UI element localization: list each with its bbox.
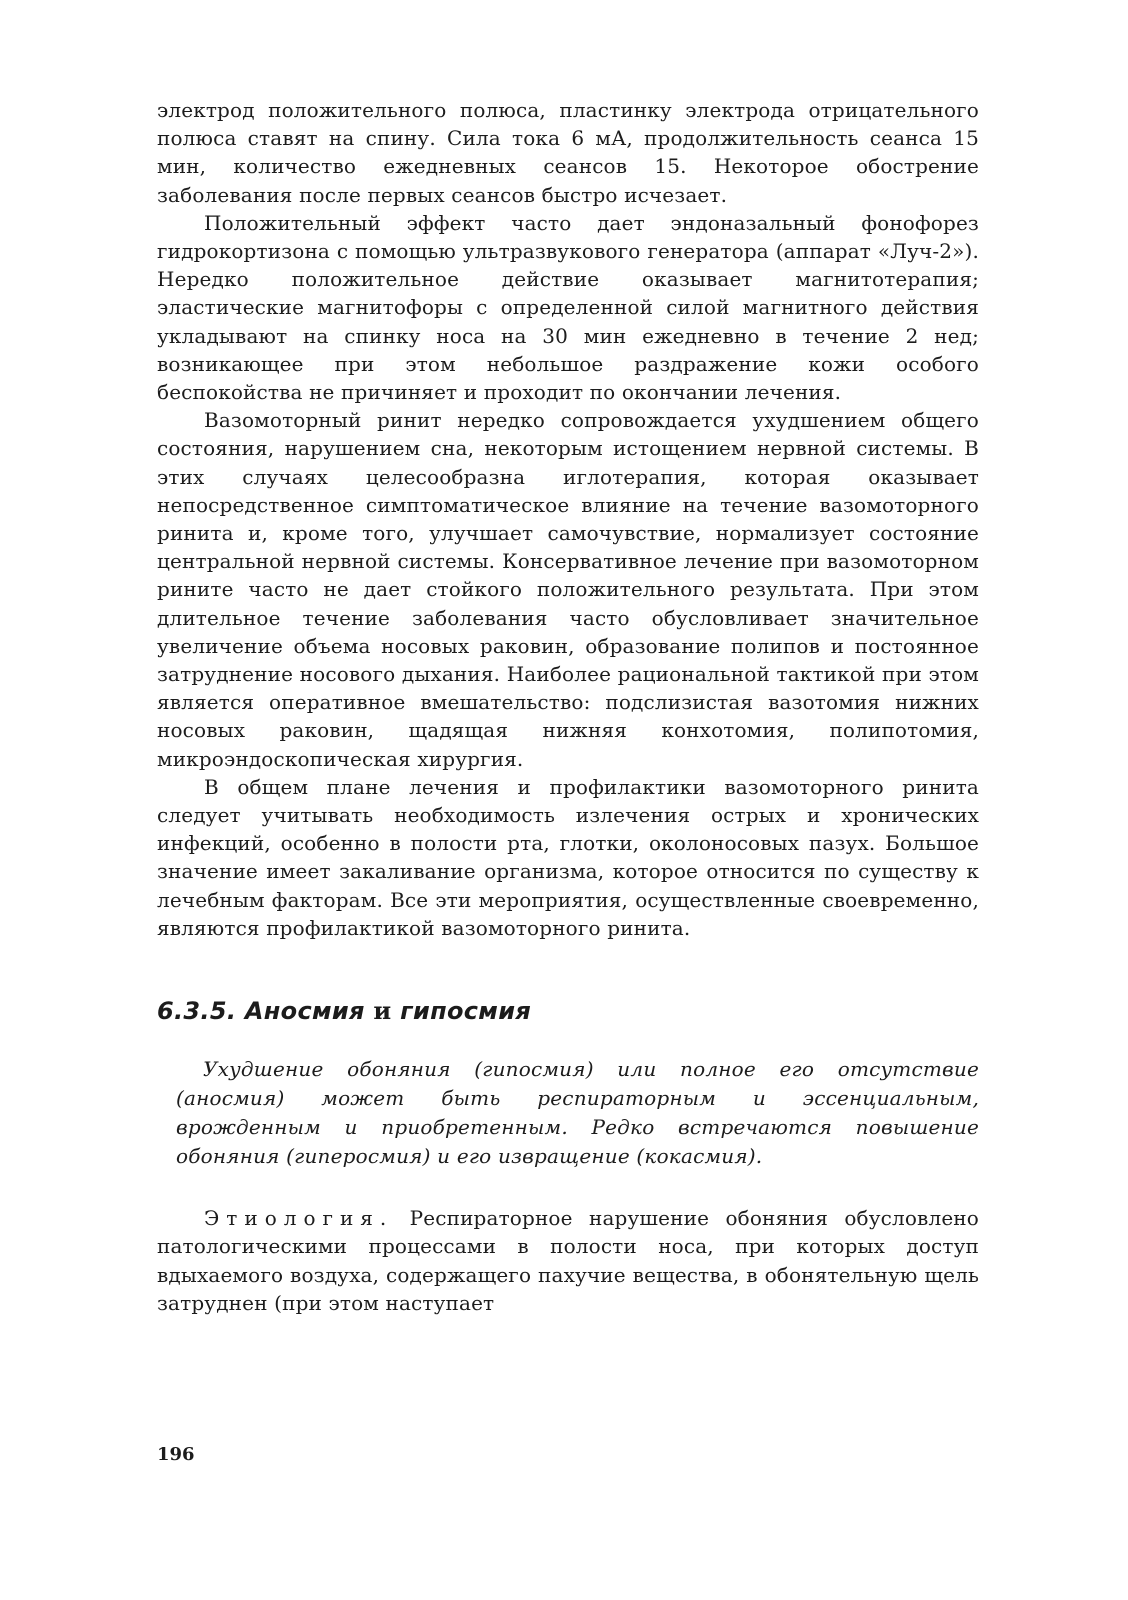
section-abstract xyxy=(176,1055,979,1171)
body-text xyxy=(157,96,979,942)
section-title-hyposmia: гипосмия xyxy=(400,997,532,1026)
paragraph-prevention: В общем плане лечения и профилактики вазомоторного ринита следует учитывать необходимость излечения острых и хронических инфекций, особенно в полости рта, глотки, околоносовых пазух. Большое значение имеет закаливание организма, которое относится по существу к лечебным факторам. Все эти мероприятия, осуществленные своевременно, являются профилактикой вазомоторного ринита. xyxy=(157,774,979,940)
section-title-anosmia: Аносмия xyxy=(244,997,365,1026)
page-number: 196 xyxy=(157,1444,195,1465)
etiology-section xyxy=(157,1204,979,1317)
section-heading xyxy=(157,995,979,1027)
page-content xyxy=(157,96,979,1317)
etiology-paragraph xyxy=(157,1204,979,1317)
paragraph-vasomotor-rhinitis: Вазомоторный ринит нередко сопровождается ухудшением общего состояния, нарушением сна, некоторым истощением нервной системы. В этих случаях целесообразна иглотерапия, которая оказывает непосредственное симптоматическое влияние на течение вазомоторного ринита и, кроме того, улучшает самочувствие, нормализует состояние центральной нервной системы. Консервативное лечение при вазомоторном рините часто не дает стойкого положительного результата. При этом длительное течение заболевания часто обусловливает значительное увеличение объема носовых раковин, образование полипов и постоянное затруднение носового дыхания. Наиболее рациональной тактикой при этом является оперативное вмешательство: подслизистая вазотомия нижних носовых раковин, щадящая нижняя конхотомия, полипотомия, микроэндоскопическая хирургия. xyxy=(157,408,979,771)
etiology-text: Респираторное нарушение обоняния обусловлено патологическими процессами в полости носа, при которых доступ вдыхаемого воздуха, содержащего пахучие вещества, в обонятельную щель затруднен (при этом наступает xyxy=(157,1206,979,1315)
section-number: 6.3.5. xyxy=(157,997,237,1026)
section-title-conjunction: и xyxy=(373,996,392,1026)
abstract-text: Ухудшение обоняния (гипосмия) или полное его отсутствие (аносмия) может быть респираторным и эссенциальным, врожденным и приобретенным. Редко встречаются повышение обоняния (гиперосмия) и его извращение (кокасмия). xyxy=(176,1057,979,1169)
paragraph-phonophoresis: Положительный эффект часто дает эндоназальный фонофорез гидрокортизона с помощью ультразвукового генератора (аппарат «Луч-2»). Нередко положительное действие оказывает магнитотерапия; эластические магнитофоры с определенной силой магнитного действия укладывают на спинку носа на 30 мин ежедневно в течение 2 нед; возникающее при этом небольшое раздражение кожи особого беспокойства не причиняет и проходит по окончании лечения. xyxy=(157,210,979,405)
paragraph-continuation: электрод положительного полюса, пластинку электрода отрицательного полюса ставят на спину. Сила тока 6 мА, продолжительность сеанса 15 мин, количество ежедневных сеансов 15. Некоторое обострение заболевания после первых сеансов быстро исчезает. xyxy=(157,98,979,207)
etiology-label: Этиология. xyxy=(204,1206,394,1231)
